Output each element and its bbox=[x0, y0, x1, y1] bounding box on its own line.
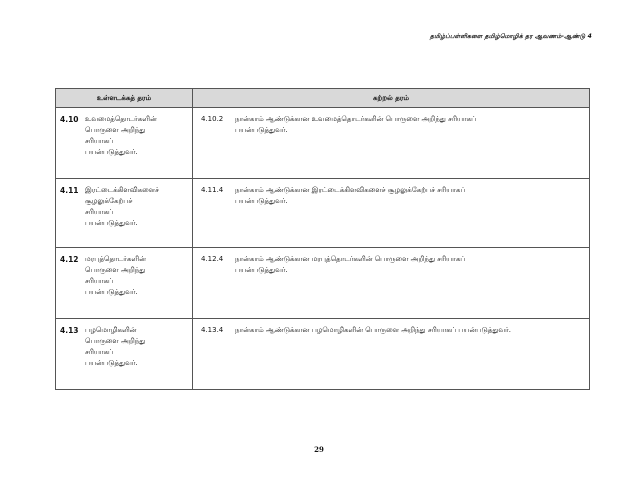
table-row bbox=[56, 179, 590, 248]
table-row bbox=[56, 108, 590, 179]
table-row bbox=[56, 319, 590, 390]
content-standard-cell bbox=[56, 319, 193, 390]
learning-standard-cell bbox=[193, 179, 590, 248]
learning-code: 4.10.2 bbox=[201, 115, 224, 123]
learning-standard-cell bbox=[193, 248, 590, 319]
content-standard-header: உள்ளடக்கத் தரம் bbox=[56, 89, 193, 108]
table-header-row bbox=[56, 89, 590, 108]
content-text: பழமொழிகளின் பொருளை அறிந்து சரியாகப் பயன்படுத்துவர். bbox=[85, 326, 146, 367]
learning-code: 4.11.4 bbox=[201, 186, 224, 194]
learning-standard-header: கற்றல் தரம் bbox=[193, 89, 590, 108]
content-standard-cell bbox=[56, 179, 193, 248]
table-row bbox=[56, 248, 590, 319]
standards-table bbox=[55, 88, 590, 390]
learning-standard-cell bbox=[193, 319, 590, 390]
content-text: இரட்டைக்கிளவிகளைச் சூழலுக்கேற்பச் சரியாகப் பயன்படுத்துவர். bbox=[85, 186, 159, 227]
learning-text: நான்காம் ஆண்டுக்கான உவமைத்தொடர்களின் பொருளை அறிந்து சரியாகப் பயன்படுத்துவர். bbox=[235, 115, 477, 134]
learning-text: நான்காம் ஆண்டுக்கான பழமொழிகளின் பொருளை அறிந்து சரியாகப் பயன்படுத்துவர். bbox=[235, 326, 511, 334]
content-standard-cell bbox=[56, 248, 193, 319]
page-number: 29 bbox=[314, 445, 324, 454]
learning-code: 4.13.4 bbox=[201, 326, 224, 334]
running-header: தமிழ்ப்பள்ளிகளை தமிழ்மொழிக் தர ஆவணம்-ஆண்டு 4 bbox=[430, 33, 592, 40]
learning-text: நான்காம் ஆண்டுக்கான மரபுத்தொடர்களின் பொருளை அறிந்து சரியாகப் பயன்படுத்துவர். bbox=[235, 255, 466, 274]
content-text: மரபுத்தொடர்களின் பொருளை அறிந்து சரியாகப் பயன்படுத்துவர். bbox=[85, 255, 146, 296]
content-code: 4.13 bbox=[60, 326, 79, 335]
content-code: 4.12 bbox=[60, 255, 79, 264]
learning-text: நான்காம் ஆண்டுக்கான இரட்டைக்கிளவிகளைச் சூழலுக்கேற்பச் சரியாகப் பயன்படுத்துவர். bbox=[235, 186, 466, 205]
content-code: 4.11 bbox=[60, 186, 79, 195]
content-code: 4.10 bbox=[60, 115, 79, 124]
content-standard-cell bbox=[56, 108, 193, 179]
learning-code: 4.12.4 bbox=[201, 255, 224, 263]
learning-standard-cell bbox=[193, 108, 590, 179]
content-text: உவமைத்தொடர்களின் பொருளை அறிந்து சரியாகப் பயன்படுத்துவர். bbox=[85, 115, 157, 156]
